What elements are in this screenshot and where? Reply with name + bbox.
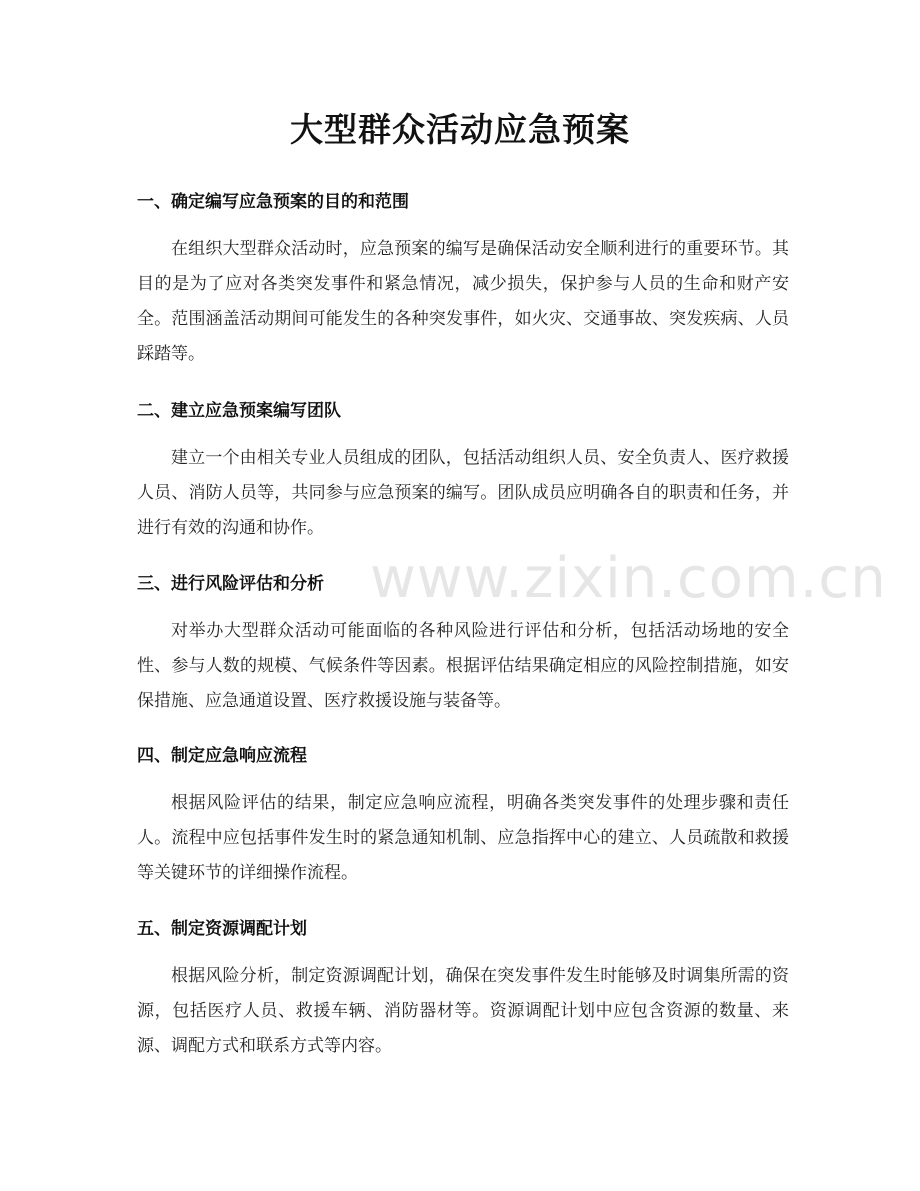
section-body-3: 对举办大型群众活动可能面临的各种风险进行评估和分析，包括活动场地的安全性、参与人数的规模、气候条件等因素。根据评估结果确定相应的风险控制措施，如安保措施、应急通道设置、医疗救援设施与装备等。	[137, 621, 789, 711]
section-heading-3: 三、进行风险评估和分析	[137, 574, 324, 594]
section-heading-2: 二、建立应急预案编写团队	[137, 401, 341, 421]
section-heading-4: 四、制定应急响应流程	[137, 746, 307, 766]
section-body-4: 根据风险评估的结果，制定应急响应流程，明确各类突发事件的处理步骤和责任人。流程中应包括事件发生时的紧急通知机制、应急指挥中心的建立、人员疏散和救援等关键环节的详细操作流程。	[137, 793, 789, 883]
watermark: www.zixin.com.cn	[370, 546, 887, 611]
section-body-1: 在组织大型群众活动时，应急预案的编写是确保活动安全顺利进行的重要环节。其目的是为了应对各类突发事件和紧急情况，减少损失，保护参与人员的生命和财产安全。范围涵盖活动期间可能发生的各种突发事件，如火灾、交通事故、突发疾病、人员踩踏等。	[137, 239, 789, 364]
section-body-2: 建立一个由相关专业人员组成的团队，包括活动组织人员、安全负责人、医疗救援人员、消防人员等，共同参与应急预案的编写。团队成员应明确各自的职责和任务，并进行有效的沟通和协作。	[137, 448, 789, 538]
section-heading-5: 五、制定资源调配计划	[137, 919, 307, 939]
document-title: 大型群众活动应急预案	[290, 110, 630, 149]
section-body-5: 根据风险分析，制定资源调配计划，确保在突发事件发生时能够及时调集所需的资源，包括医疗人员、救援车辆、消防器材等。资源调配计划中应包含资源的数量、来源、调配方式和联系方式等内容。	[137, 966, 789, 1056]
section-heading-1: 一、确定编写应急预案的目的和范围	[137, 192, 409, 212]
